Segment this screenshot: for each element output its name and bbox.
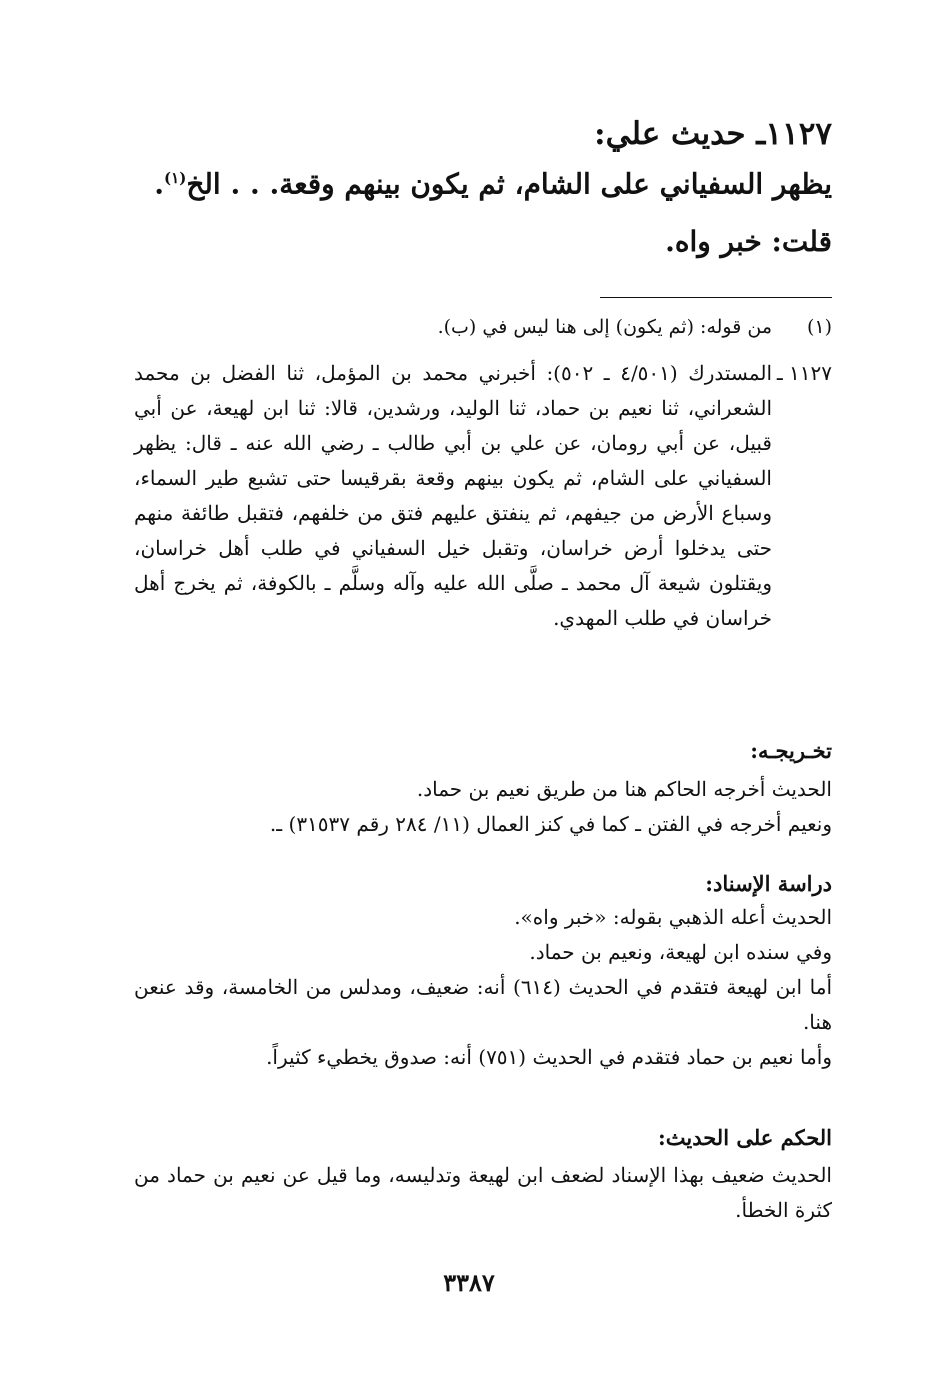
hadith-title: ١١٢٧ـ حديث علي: xyxy=(594,116,832,152)
footnote-marker: (١) xyxy=(164,169,187,187)
dirasa-line-2: وفي سنده ابن لهيعة، ونعيم بن حماد. xyxy=(529,940,832,964)
dirasa-line-3: أما ابن لهيعة فتقدم في الحديث (٦١٤) أنه: ضعيف، ومدلس من الخامسة، وقد عنعن هنا. xyxy=(134,975,833,1034)
hadith-text-body: يظهر السفياني على الشام، ثم يكون بينهم وقعة. . . الخ xyxy=(186,167,832,201)
dirasa-line-4: وأما نعيم بن حماد فتقدم في الحديث (٧٥١) أنه: صدوق يخطيء كثيراً. xyxy=(266,1045,832,1069)
takhrij-line-1: الحديث أخرجه الحاكم هنا من طريق نعيم بن حماد. xyxy=(416,777,832,801)
takhrij-heading: تخـريجـه: xyxy=(750,738,832,763)
dirasa-heading: دراسة الإسناد: xyxy=(705,871,832,896)
dirasa-line-1: الحديث أعله الذهبي بقوله: «خبر واه». xyxy=(514,905,832,929)
footnote-text: من قوله: (ثم يكون) إلى هنا ليس في (ب). xyxy=(437,316,772,338)
hukm-body: الحديث ضعيف بهذا الإسناد لضعف ابن لهيعة وتدليسه، وما قيل عن نعيم بن حماد من كثرة الخطأ. xyxy=(134,1163,832,1222)
footnote-divider xyxy=(600,297,832,298)
mustadrak-number: ١١٢٧ ـ xyxy=(776,361,833,385)
qult-verdict: قلت: خبر واه. xyxy=(665,225,832,258)
hukm-heading: الحكم على الحديث: xyxy=(658,1125,832,1150)
dirasa-body xyxy=(134,900,832,1075)
mustadrak-section xyxy=(134,356,832,636)
mustadrak-paragraph xyxy=(134,356,832,636)
footnote-number: (١) xyxy=(806,316,832,338)
hadith-text-end: . xyxy=(154,167,165,201)
takhrij-line-2: ونعيم أخرجه في الفتن ـ كما في كنز العمال (١١/ ٢٨٤ رقم ٣١٥٣٧) ـ. xyxy=(269,812,832,836)
footnote xyxy=(134,310,832,344)
takhrij-body xyxy=(134,772,832,842)
page-number: ٣٣٨٧ xyxy=(443,1268,495,1297)
hadith-text xyxy=(134,156,832,206)
mustadrak-text: المستدرك (٤/٥٠١ ـ ٥٠٢): أخبرني محمد بن المؤمل، ثنا الفضل بن محمد الشعراني، ثنا نعيم بن حماد، ثنا الوليد، ورشدين، قالا: ثنا ابن لهيعة، عن أبي قبيل، عن أبي رومان، عن علي بن أبي طالب ـ رضي الله عنه ـ قال: يظهر السفياني على الشام، ثم يكون بينهم وقعة بقرقيسا حتى تشبع طير السماء، وسباع الأرض من جيفهم، ثم ينفتق عليهم فتق من خلفهم، فتقبل طائفة منهم حتى يدخلوا أرض خراسان، وتقبل خيل السفياني في طلب أهل خراسان، ويقتلون شيعة آل محمد ـ صلَّى الله عليه وآله وسلَّم ـ بالكوفة، ثم يخرج أهل خراسان في طلب المهدي. xyxy=(134,361,773,630)
